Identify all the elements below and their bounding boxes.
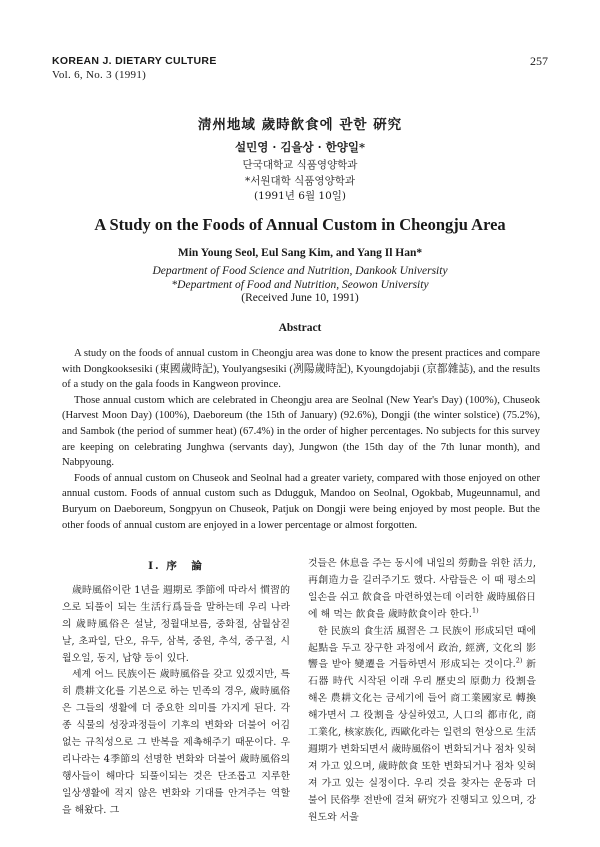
korean-affiliation-2: *서원대학 식품영양학과 (244, 174, 356, 187)
english-authors: Min Young Seol, Eul Sang Kim, and Yang Il Han* (177, 247, 423, 259)
abstract-paragraph-2: Those annual custom which are celebrated in Cheongju area are Seolnal (New Year's Day) (100%), Chuseok (Harvest Moon Day) (100%), Daeboreum (the 15th of January) (92.6%), Dongji (the winter solstice) (75.2%), and Sambok (the period of summer heat) (67.4%) in the order of higher percentages. No subjects for this survey are keeping on celebrating Junghwa (servants day), Jungwon (the 15th day of the 7th lunar month), and Nabpyoung. (62, 394, 540, 469)
body-column-left (62, 558, 290, 820)
journal-name: KOREAN J. DIETARY CULTURE (52, 55, 217, 67)
body-paragraph (308, 556, 536, 624)
body-text: 것들은 休息을 주는 동시에 내일의 勞動을 위한 活力, 再創造力을 길러주기도 했다. 사람들은 이 때 평소의 일손을 쉬고 飮食을 마련하였는데 이러한 歲時風俗日에 해 먹는 飮食을 歲時飮食이라 한다. (308, 558, 536, 620)
korean-affiliation-1: 단국대학교 식품영양학과 (242, 159, 358, 171)
journal-volume: Vol. 6, No. 3 (1991) (52, 69, 147, 81)
abstract-body (62, 346, 540, 533)
body-column-right (308, 556, 536, 827)
footnote-ref-2: 2) (515, 657, 523, 666)
korean-affiliations (0, 158, 600, 205)
body-text: 新石器 時代 시작된 이래 우리 歷史의 原動力 役割을 해온 農耕文化는 금세기에 들어 商工業國家로 轉換해가면서 그 役割을 상실하였고, 人口의 都市化, 商工業化, 核家族化, 西歐化라는 일련의 현상으로 生活週期가 변화되면서 歲時風俗이 변화되거나 점차 잊혀져 가고 있으며, 歲時飮食 또한 변화되거나 점차 잊혀져 가고 있는 실정이다. 우리 것을 찾자는 운동과 더불어 民俗學 전반에 걸쳐 硏究가 진행되고 있으며, 강원도와 서울 (308, 659, 536, 823)
english-affiliation-2: *Department of Food and Nutrition, Seowon University (171, 279, 429, 291)
body-paragraph: 歲時風俗이란 1년을 週期로 季節에 따라서 慣習的으로 되풀이 되는 生活行爲들을 말하는데 우리 나라의 歲時風俗은 설날, 정월대보름, 중화절, 삼월삼짇날, 초파일, 단오, 유두, 삼복, 중원, 추석, 중구절, 시월오일, 동지, 납향 등이 있다. (62, 584, 290, 664)
korean-received-date: (1991년 6월 10일) (253, 190, 347, 202)
body-text: 한 民族의 食生活 風習은 그 民族이 形成되던 때에 起點을 두고 장구한 과정에서 政治, 經濟, 文化의 影響을 받아 變遷을 거듭하면서 形成되는 것이다. (308, 625, 536, 671)
section-heading-introduction: I. 序 論 (148, 560, 204, 572)
korean-authors: 설민영 · 김을상 · 한양일* (234, 140, 366, 154)
korean-title: 淸州地域 歲時飮食에 관한 硏究 (197, 117, 403, 133)
english-received-date: (Received June 10, 1991) (241, 292, 359, 304)
body-paragraph (308, 624, 536, 827)
english-title: A Study on the Foods of Annual Custom in Cheongju Area (94, 215, 506, 234)
english-affiliation-1: Department of Food Science and Nutrition, Dankook University (152, 265, 448, 277)
abstract-paragraph-1: A study on the foods of annual custom in Cheongju area was done to know the present practices and compare with Dongkooksesiki (東國歲時記), Youlyangsesiki (冽陽歲時記), Kyoungdojabji (京都雜誌), and the results of a study on the gala foods in Kangweon province. (62, 348, 540, 391)
page-number: 257 (530, 54, 548, 68)
abstract-heading: Abstract (278, 322, 322, 334)
abstract-paragraph-3: Foods of annual custom on Chuseok and Seolnal had a greater variety, compared with those enjoyed on other annual custom. Foods of annual custom such as Ddugguk, Mandoo on Seolnal, Ogokbab, Mugeunnamul, and Buryum on Daeboreum, Songpyun on Chuseok, Patjuk on Dongji were being enjoyed by most people. But the other foods of annual custom are enjoyed in a lower percentage or almost forgotten. (62, 472, 540, 531)
footnote-ref-1: 1) (471, 606, 479, 615)
english-affiliations (0, 264, 600, 292)
journal-header (52, 54, 217, 82)
body-paragraph: 세계 어느 民族이든 歲時風俗을 갖고 있겠지만, 특히 農耕文化를 기본으로 하는 민족의 경우, 歲時風俗은 그들의 생활에 더 중요한 의미를 가지게 된다. 각종 식물의 성장과정들이 기후의 변화와 더불어 어김없는 규칙성으로 그 반복을 제촉해주기 때문이다. 우리나라는 4季節의 선명한 변화와 더불어 歲時風俗의 행사들이 해마다 되풀이되는 것은 단조롭고 지루한 일상생활에 적지 않은 변화와 기대를 안겨주는 역할을 해왔다. 그 (62, 669, 290, 816)
